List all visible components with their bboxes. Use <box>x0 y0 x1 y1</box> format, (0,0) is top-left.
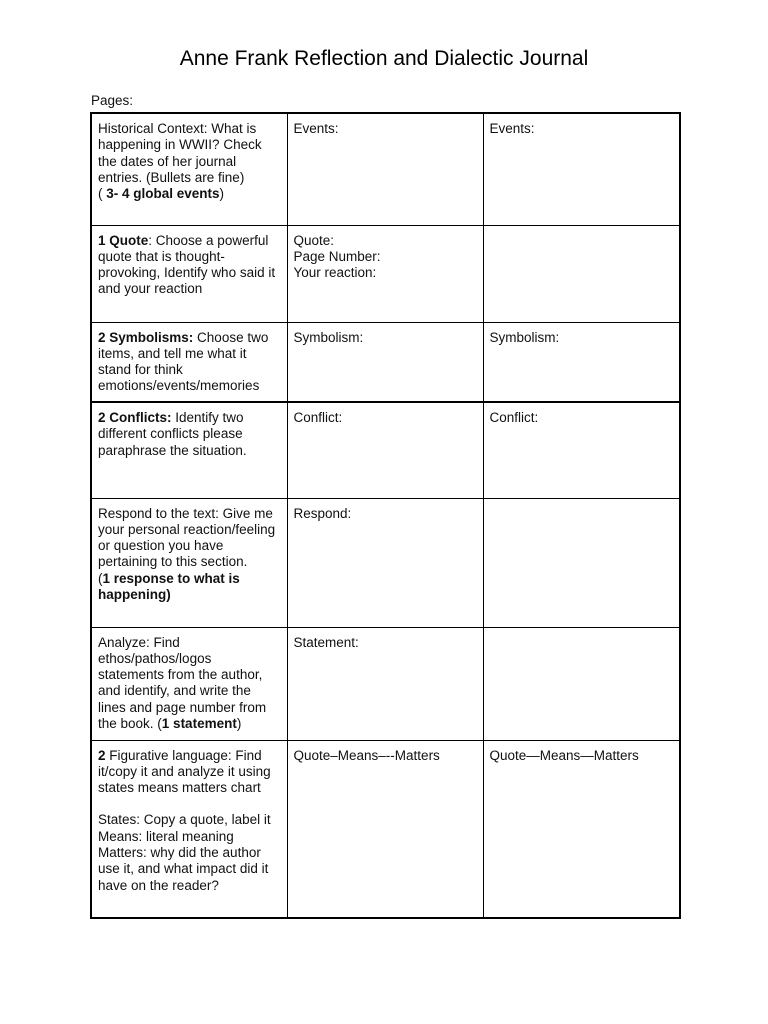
table-row <box>91 113 680 225</box>
conflict-cell-1[interactable]: Conflict: <box>287 402 483 498</box>
respond-empty-cell[interactable] <box>483 498 680 627</box>
table-row <box>91 740 680 918</box>
journal-table <box>90 112 681 919</box>
symbolism-cell-1[interactable]: Symbolism: <box>287 322 483 402</box>
prompt-cell-quote: 1 Quote: Choose a powerful quote that is thought-provoking, Identify who said it and your reaction <box>91 225 287 322</box>
table-row <box>91 627 680 740</box>
prompt-cell-symbolisms: 2 Symbolisms: Choose two items, and tell me what it stand for think emotions/events/memories <box>91 322 287 402</box>
quote-empty-cell[interactable] <box>483 225 680 322</box>
conflict-cell-2[interactable]: Conflict: <box>483 402 680 498</box>
document-title: Anne Frank Reflection and Dialectic Journal <box>179 47 589 70</box>
prompt-cell-figurative-language: 2 Figurative language: Find it/copy it and analyze it using states means matters chart States: Copy a quote, label it Means: literal meaning Matters: why did the author use it, and what impact did it have on the reader? <box>91 740 287 918</box>
pages-label: Pages: <box>91 93 134 108</box>
events-cell-2[interactable]: Events: <box>483 113 680 225</box>
statement-empty-cell[interactable] <box>483 627 680 740</box>
table-row <box>91 402 680 498</box>
table-row <box>91 225 680 322</box>
table-row <box>91 322 680 402</box>
prompt-cell-conflicts: 2 Conflicts: Identify two different conflicts please paraphrase the situation. <box>91 402 287 498</box>
events-cell-1[interactable]: Events: <box>287 113 483 225</box>
statement-cell[interactable]: Statement: <box>287 627 483 740</box>
prompt-cell-historical-context: Historical Context: What is happening in WWII? Check the dates of her journal entries. (Bullets are fine) ( 3- 4 global events) <box>91 113 287 225</box>
quote-cell[interactable]: Quote: Page Number: Your reaction: <box>287 225 483 322</box>
table-row <box>91 498 680 627</box>
quote-means-matters-cell-2[interactable]: Quote—Means—Matters <box>483 740 680 918</box>
prompt-cell-respond: Respond to the text: Give me your personal reaction/feeling or question you have pertaining to this section. (1 response to what is happening) <box>91 498 287 627</box>
quote-means-matters-cell-1[interactable]: Quote–Means–--Matters <box>287 740 483 918</box>
prompt-cell-analyze: Analyze: Find ethos/pathos/logos statements from the author, and identify, and write the lines and page number from the book. (1 statement) <box>91 627 287 740</box>
respond-cell[interactable]: Respond: <box>287 498 483 627</box>
symbolism-cell-2[interactable]: Symbolism: <box>483 322 680 402</box>
